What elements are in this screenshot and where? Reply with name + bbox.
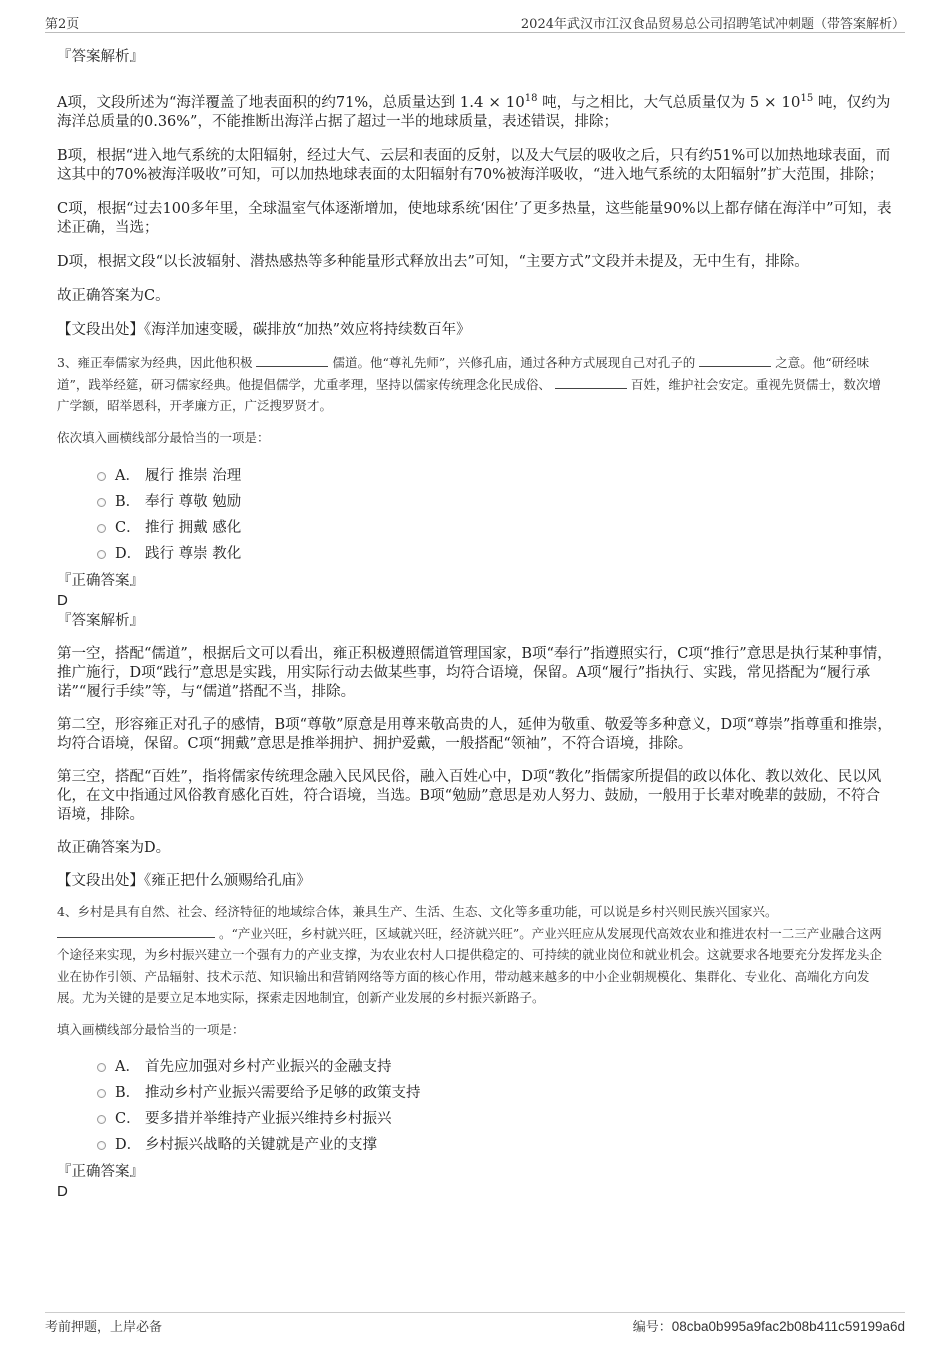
radio-icon[interactable] <box>97 1115 106 1124</box>
page-header <box>45 10 905 33</box>
option-letter: D． <box>115 546 142 562</box>
analysis-option-b: B项，根据“进入地气系统的太阳辐射，经过大气、云层和表面的反射，以及大气层的吸收之后，只有约51%可以加热地球表面，而这其中的70%被海洋吸收”可知，可以加热地球表面的太阳辐射有70%被海洋吸收，“进入地气系统的太阳辐射”扩大范围，排除； <box>57 148 891 183</box>
option-b[interactable] <box>57 489 892 515</box>
formula-exponent: 15 <box>800 93 814 104</box>
page-number: 第2页 <box>45 17 80 32</box>
question-4-stem <box>57 901 892 1009</box>
main-content <box>57 44 892 1201</box>
analysis-blank-2: 第二空，形容雍正对孔子的感情，B项“尊敬”原意是用尊来敬高贵的人，延伸为敬重、敬爱等多种意义，D项“尊崇”指尊重和推崇，均符合语境，保留。C项“拥戴”意思是推举拥护、拥护爱戴，一般搭配“领袖”，不符合语境，排除。 <box>57 717 892 752</box>
radio-icon[interactable] <box>97 524 106 533</box>
radio-icon[interactable] <box>97 1089 106 1098</box>
analysis-blank-1: 第一空，搭配“儒道”，根据后文可以看出，雍正积极遵照儒道管理国家，B项“奉行”指遵照实行，C项“推行”意思是执行某种事情，推广施行，D项“践行”意思是实践，用实际行动去做某些事，均符合语境，保留。A项“履行”指执行、实践，常见搭配为“履行承诺”“履行手续”等，与“儒道”搭配不当，排除。 <box>57 646 892 700</box>
option-a[interactable] <box>57 463 892 489</box>
option-text: 首先应加强对乡村产业振兴的金融支持 <box>145 1059 392 1075</box>
option-a[interactable] <box>57 1054 892 1080</box>
fill-blank <box>256 354 328 367</box>
radio-icon[interactable] <box>97 550 106 559</box>
option-letter: A． <box>115 1059 140 1075</box>
correct-answer: D <box>57 1183 68 1200</box>
option-text: 推动乡村产业振兴需要给予足够的政策支持 <box>145 1085 421 1101</box>
radio-icon[interactable] <box>97 498 106 507</box>
option-d[interactable] <box>57 1132 892 1158</box>
option-letter: C． <box>115 1111 141 1127</box>
source: 【文段出处】《雍正把什么颁赐给孔庙》 <box>57 873 311 889</box>
source: 【文段出处】《海洋加速变暖，碳排放“加热”效应将持续数百年》 <box>57 322 471 338</box>
option-c[interactable] <box>57 1106 892 1132</box>
question-4-prompt: 填入画横线部分最恰当的一项是： <box>57 1021 245 1037</box>
stem-text: 百姓，维护社会安定。重视先贤儒士，数次增广学额，昭举恩科，开孝廉方正，广泛搜罗贤才。 <box>57 376 881 413</box>
question-3-stem <box>57 352 892 417</box>
formula-ocean-mass <box>460 93 538 111</box>
analysis-blank-3: 第三空，搭配“百姓”，指将儒家传统理念融入民风民俗，融入百姓心中，D项“教化”指儒家所提倡的政以体化、教以效化、民以风化，在文中指通过风俗教育感化百姓，符合语境，当选。B项“勉励”意思是劝人努力、鼓励，一般用于长辈对晚辈的鼓励，不符合语境，排除。 <box>57 769 882 823</box>
analysis-option-a <box>57 93 892 132</box>
analysis-label: 『答案解析』 <box>57 613 144 629</box>
fill-blank <box>555 376 627 389</box>
correct-answer: D <box>57 592 68 609</box>
footer-slogan: 考前押题，上岸必备 <box>45 1320 163 1335</box>
radio-icon[interactable] <box>97 1063 106 1072</box>
stem-text: 。“产业兴旺，乡村就兴旺，区域就兴旺，经济就兴旺”。产业兴旺应从发展现代高效农业和推进农村一二三产业融合这两个途径来实现，为乡村振兴建立一个强有力的产业支撑，为农业农村人口提供稳定的、可持续的就业岗位和就业机会。这就要求各地要充分发挥龙头企业在协作引领、产品辐射、技术示范、知识输出和营销网络等方面的核心作用，带动越来越多的中小企业朝规模化、集群化、专业化、高端化方向发展。尤为关键的是要立足本地实际，探索走因地制宜，创新产业发展的乡村振兴新路子。 <box>57 925 883 1005</box>
stem-text: 之意。他“研经味道”，践举经筵，研习儒家经典。他提倡儒学，尤重孝理，坚持以儒家传统理念化民成俗、 <box>57 355 870 392</box>
option-text: 履行 推崇 治理 <box>145 468 242 484</box>
option-letter: D． <box>115 1137 142 1153</box>
code-value: 08cba0b995a9fac2b08b411c59199a6d <box>671 1319 905 1334</box>
analysis-text: 吨，仅约为海洋总质量的0.36%”，不能推断出海洋占据了超过一半的地球质量，表述错误，排除； <box>57 95 891 130</box>
fill-blank <box>57 925 215 938</box>
stem-text: 4、乡村是具有自然、社会、经济特征的地域综合体，兼具生产、生活、生态、文化等多重功能，可以说是乡村兴则民族兴国家兴。 <box>57 904 778 919</box>
option-text: 推行 拥戴 感化 <box>145 520 242 536</box>
formula-base: 1.4 × 10 <box>459 93 525 111</box>
option-text: 奉行 尊敬 勉励 <box>145 494 242 510</box>
correct-answer-label: 『正确答案』 <box>57 1164 144 1180</box>
option-letter: A． <box>115 468 140 484</box>
option-text: 要多措并举维持产业振兴维持乡村振兴 <box>145 1111 392 1127</box>
question-4-options <box>57 1054 892 1158</box>
document-title: 2024年武汉市江汉食品贸易总公司招聘笔试冲刺题（带答案解析） <box>520 17 905 32</box>
stem-text: 3、雍正奉儒家为经典，因此他积极 <box>57 355 253 370</box>
option-letter: B． <box>115 1085 141 1101</box>
radio-icon[interactable] <box>97 472 106 481</box>
analysis-text: 吨，与之相比，大气总质量仅为 <box>542 95 746 111</box>
conclusion: 故正确答案为C。 <box>57 288 170 304</box>
option-letter: B． <box>115 494 141 510</box>
option-d[interactable] <box>57 541 892 567</box>
option-text: 践行 尊崇 教化 <box>145 546 242 562</box>
document-code <box>633 1316 905 1335</box>
option-text: 乡村振兴战略的关键就是产业的支撑 <box>145 1137 377 1153</box>
option-b[interactable] <box>57 1080 892 1106</box>
analysis-option-d: D项，根据文段“以长波辐射、潜热感热等多种能量形式释放出去”可知，“主要方式”文段并未提及，无中生有，排除。 <box>57 254 809 270</box>
stem-text: 儒道。他“尊礼先师”，兴修孔庙，通过各种方式展现自己对孔子的 <box>332 355 696 370</box>
option-letter: C． <box>115 520 141 536</box>
formula-atmosphere-mass <box>750 93 813 111</box>
page-footer <box>45 1312 905 1337</box>
question-3-options <box>57 463 892 567</box>
conclusion: 故正确答案为D。 <box>57 840 171 856</box>
analysis-label: 『答案解析』 <box>57 49 144 65</box>
correct-answer-label: 『正确答案』 <box>57 573 144 589</box>
radio-icon[interactable] <box>97 1141 106 1150</box>
analysis-text: A项，文段所述为“海洋覆盖了地表面积的约71%，总质量达到 <box>57 95 456 111</box>
formula-base: 5 × 10 <box>749 93 801 111</box>
question-3-prompt: 依次填入画横线部分最恰当的一项是： <box>57 429 270 445</box>
analysis-option-c: C项，根据“过去100多年里，全球温室气体逐渐增加，使地球系统‘困住’了更多热量，这些能量90%以上都存储在海洋中”可知，表述正确，当选； <box>57 201 892 236</box>
formula-exponent: 18 <box>524 93 538 104</box>
fill-blank <box>699 354 771 367</box>
option-c[interactable] <box>57 515 892 541</box>
code-label: 编号： <box>632 1320 672 1335</box>
